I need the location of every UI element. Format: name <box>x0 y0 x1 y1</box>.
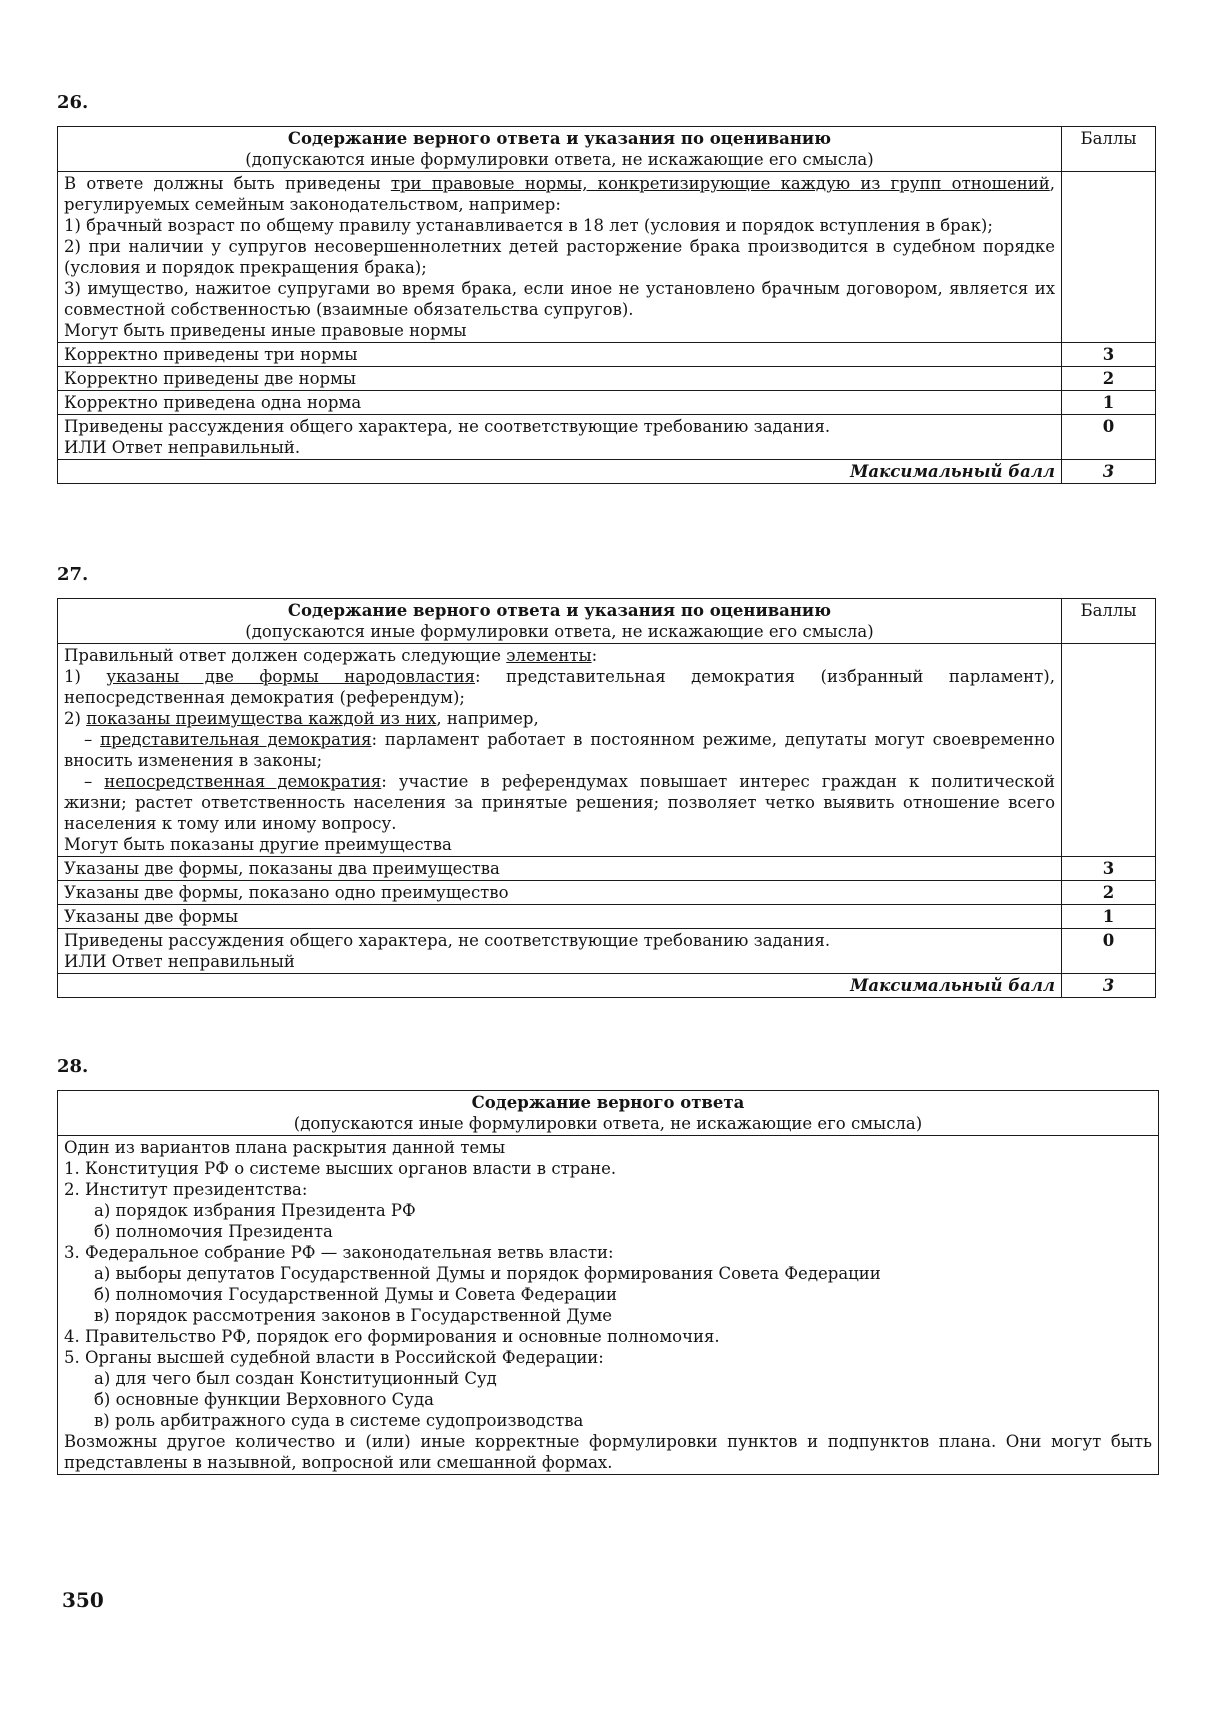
plan-subitem: а) для чего был создан Конституционный Суд <box>94 1369 497 1388</box>
criterion-text: Указаны две формы, показаны два преимущества <box>58 857 1062 881</box>
list-subitem <box>64 729 1055 771</box>
text: , например, <box>436 709 539 728</box>
note: Могут быть показаны другие преимущества <box>64 835 452 854</box>
question-number: 27. <box>57 564 89 585</box>
question-number: 28. <box>57 1056 89 1077</box>
table-row <box>58 343 1156 367</box>
table-row <box>58 905 1156 929</box>
plan-item: 1. Конституция РФ о системе высших органов власти в стране. <box>64 1159 617 1178</box>
max-score-value: 3 <box>1062 460 1156 484</box>
text: 1) <box>64 667 107 686</box>
criterion-text: Корректно приведены две нормы <box>58 367 1062 391</box>
score: 2 <box>1062 367 1156 391</box>
page-number: 350 <box>62 1588 104 1612</box>
empty-score-cell <box>1062 644 1156 857</box>
text: – <box>84 730 101 749</box>
text: ИЛИ Ответ неправильный. <box>64 438 301 457</box>
points-header: Баллы <box>1062 127 1156 172</box>
table-row <box>58 391 1156 415</box>
score: 1 <box>1062 391 1156 415</box>
list-item <box>64 666 1055 708</box>
max-score-label: Максимальный балл <box>58 460 1062 484</box>
criteria-table-28 <box>57 1090 1159 1475</box>
text: Приведены рассуждения общего характера, не соответствующие требованию задания. <box>64 417 831 436</box>
text: , регулируемых семейным законодательством, например: <box>64 174 1055 214</box>
text: : представительная демократия (избранный парламент), непосредственная демократия (референдум); <box>64 667 1055 707</box>
criterion-text: Указаны две формы, показано одно преимущество <box>58 881 1062 905</box>
plan-subitem: б) основные функции Верховного Суда <box>94 1390 434 1409</box>
header-main: Содержание верного ответа и указания по оцениванию <box>287 601 832 620</box>
score: 0 <box>1062 415 1156 460</box>
points-header: Баллы <box>1062 599 1156 644</box>
table-row <box>58 929 1156 974</box>
header-sub: (допускаются иные формулировки ответа, не искажающие его смысла) <box>245 622 874 641</box>
content-header <box>58 127 1062 172</box>
criterion-text <box>58 415 1062 460</box>
content-row <box>58 172 1156 343</box>
score: 1 <box>1062 905 1156 929</box>
score: 2 <box>1062 881 1156 905</box>
header-main: Содержание верного ответа <box>471 1093 745 1112</box>
underlined-text: элементы <box>506 646 592 665</box>
text: 2) <box>64 709 87 728</box>
score: 3 <box>1062 857 1156 881</box>
plan-item: 2. Институт президентства: <box>64 1180 308 1199</box>
text: – <box>84 772 105 791</box>
header-sub: (допускаются иные формулировки ответа, не искажающие его смысла) <box>293 1114 923 1133</box>
text: В ответе должны быть приведены <box>64 174 391 193</box>
max-score-label: Максимальный балл <box>58 974 1062 998</box>
table-header-row <box>58 127 1156 172</box>
plan-item: 5. Органы высшей судебной власти в Российской Федерации: <box>64 1348 604 1367</box>
text: Приведены рассуждения общего характера, не соответствующие требованию задания. <box>64 931 831 950</box>
table-row <box>58 881 1156 905</box>
max-score-value: 3 <box>1062 974 1156 998</box>
plan-subitem: а) порядок избрания Президента РФ <box>94 1201 416 1220</box>
answer-content <box>58 644 1062 857</box>
empty-score-cell <box>1062 172 1156 343</box>
content-row <box>58 1136 1159 1475</box>
list-item: 2) при наличии у супругов несовершеннолетних детей расторжение брака производится в судебном порядке (условия и порядок прекращения брака); <box>64 237 1055 277</box>
underlined-text: три правовые нормы, конкретизирующие каждую из групп отношений <box>390 174 1050 193</box>
underlined-text: показаны преимущества каждой из них <box>86 709 437 728</box>
plan-subitem: в) роль арбитражного суда в системе судопроизводства <box>94 1411 584 1430</box>
plan-content <box>58 1136 1159 1475</box>
content-header <box>58 1091 1159 1136</box>
plan-subitem: б) полномочия Государственной Думы и Совета Федерации <box>94 1285 618 1304</box>
table-header-row <box>58 599 1156 644</box>
list-item: 3) имущество, нажитое супругами во время брака, если иное не установлено брачным договором, является их совместной собственностью (взаимные обязательства супругов). <box>64 279 1055 319</box>
table-header-row <box>58 1091 1159 1136</box>
text: ИЛИ Ответ неправильный <box>64 952 295 971</box>
plan-subitem: б) полномочия Президента <box>94 1222 333 1241</box>
header-main: Содержание верного ответа и указания по оцениванию <box>287 129 832 148</box>
table-row <box>58 415 1156 460</box>
text: : парламент работает в постоянном режиме, депутаты могут своевременно вносить изменения в законы; <box>64 730 1055 770</box>
criteria-table-26 <box>57 126 1156 484</box>
list-item: 1) брачный возраст по общему правилу устанавливается в 18 лет (условия и порядок вступления в брак); <box>64 216 993 235</box>
text: Правильный ответ должен содержать следующие <box>64 646 507 665</box>
note: Могут быть приведены иные правовые нормы <box>64 321 467 340</box>
underlined-text: непосредственная демократия <box>104 772 382 791</box>
criterion-text: Корректно приведена одна норма <box>58 391 1062 415</box>
text: : участие в референдумах повышает интерес граждан к политической жизни; растет ответственность населения за принятые решения; позволяет четко выявить отношение всего населения к тому или иному вопросу. <box>64 772 1055 833</box>
max-score-row <box>58 460 1156 484</box>
underlined-text: представительная демократия <box>100 730 372 749</box>
plan-item: Возможны другое количество и (или) иные корректные формулировки пунктов и подпунктов плана. Они могут быть представлены в назывной, вопросной или смешанной формах. <box>64 1432 1152 1472</box>
plan-item: 3. Федеральное собрание РФ — законодательная ветвь власти: <box>64 1243 614 1262</box>
answer-content <box>58 172 1062 343</box>
plan-subitem: в) порядок рассмотрения законов в Государственной Думе <box>94 1306 613 1325</box>
header-sub: (допускаются иные формулировки ответа, не искажающие его смысла) <box>245 150 874 169</box>
criterion-text: Указаны две формы <box>58 905 1062 929</box>
table-row <box>58 367 1156 391</box>
list-item <box>64 708 1055 729</box>
content-row <box>58 644 1156 857</box>
criteria-table-27 <box>57 598 1156 998</box>
plan-item: 4. Правительство РФ, порядок его формирования и основные полномочия. <box>64 1327 720 1346</box>
underlined-text: указаны две формы народовластия <box>106 667 476 686</box>
criterion-text: Корректно приведены три нормы <box>58 343 1062 367</box>
list-subitem <box>64 771 1055 834</box>
criterion-text <box>58 929 1062 974</box>
plan-item: Один из вариантов плана раскрытия данной темы <box>64 1138 506 1157</box>
plan-subitem: а) выборы депутатов Государственной Думы и порядок формирования Совета Федерации <box>94 1264 881 1283</box>
question-number: 26. <box>57 92 89 113</box>
text: : <box>591 646 598 665</box>
score: 3 <box>1062 343 1156 367</box>
table-row <box>58 857 1156 881</box>
max-score-row <box>58 974 1156 998</box>
score: 0 <box>1062 929 1156 974</box>
content-header <box>58 599 1062 644</box>
